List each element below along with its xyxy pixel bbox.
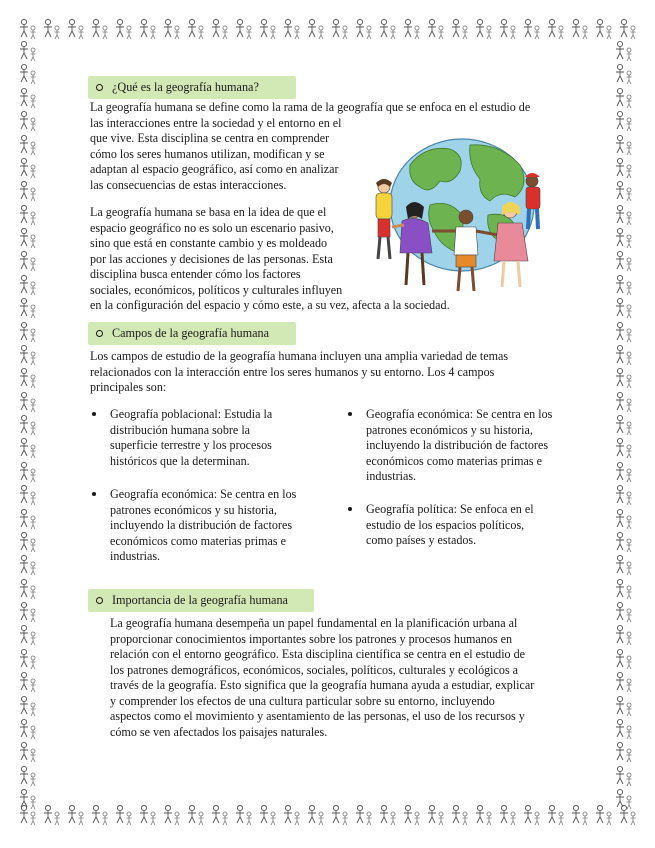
- text-line: sociales, económicos, políticos y culturales influyen: [90, 282, 343, 297]
- border-figure-icon: [614, 695, 634, 717]
- bullet-dot-icon: [348, 507, 352, 511]
- text-line: industrias.: [366, 469, 417, 483]
- text-line: cómo los seres humanos utilizan, modifican y se: [90, 146, 325, 161]
- text-line: través de la geografía. Esto significa que la geografía humana ayuda a estudiar, explicar: [110, 678, 535, 692]
- border-figure-icon: [498, 804, 518, 826]
- border-figure-icon: [18, 531, 38, 553]
- border-figure-icon: [210, 18, 230, 40]
- text-line: La geografía humana se basa en la idea de que el: [90, 205, 327, 219]
- bullet-dot-icon: [92, 492, 96, 496]
- text-line: patrones económicos y su historia,: [110, 502, 277, 517]
- paragraph-campos-intro: [90, 349, 508, 396]
- text-line: los patrones demográficos, económicos, sociales, políticos, culturales y ecológicos a: [110, 662, 519, 677]
- text-line: distribución humana sobre la: [110, 422, 251, 437]
- child-figure: [376, 179, 392, 259]
- border-figure-icon: [18, 695, 38, 717]
- text-line: históricos que la determinan.: [110, 453, 250, 468]
- border-figure-icon: [614, 765, 634, 787]
- border-figure-icon: [18, 437, 38, 459]
- border-figure-icon: [614, 391, 634, 413]
- border-figure-icon: [114, 804, 134, 826]
- border-figure-icon: [18, 18, 38, 40]
- text-line: económicos como materias primas e: [366, 453, 542, 468]
- border-figure-icon: [18, 367, 38, 389]
- border-figure-icon: [18, 250, 38, 272]
- border-bottom: [18, 804, 638, 830]
- border-figure-icon: [614, 110, 634, 132]
- border-figure-icon: [282, 18, 302, 40]
- border-figure-icon: [306, 18, 326, 40]
- border-figure-icon: [546, 804, 566, 826]
- border-figure-icon: [66, 804, 86, 826]
- border-figure-icon: [614, 180, 634, 202]
- border-figure-icon: [614, 508, 634, 530]
- border-figure-icon: [18, 414, 38, 436]
- border-figure-icon: [18, 321, 38, 343]
- border-figure-icon: [614, 624, 634, 646]
- border-figure-icon: [614, 274, 634, 296]
- text-line: económicos como materias primas e: [110, 533, 286, 548]
- border-figure-icon: [354, 804, 374, 826]
- border-figure-icon: [522, 18, 542, 40]
- border-figure-icon: [614, 204, 634, 226]
- text-line: adaptan al espacio geográfico, así como en analizar: [90, 162, 339, 176]
- border-figure-icon: [614, 250, 634, 272]
- border-figure-icon: [18, 601, 38, 623]
- border-figure-icon: [18, 344, 38, 366]
- border-figure-icon: [18, 788, 38, 810]
- border-figure-icon: [18, 110, 38, 132]
- border-figure-icon: [614, 297, 634, 319]
- border-figure-icon: [18, 63, 38, 85]
- border-figure-icon: [426, 18, 446, 40]
- border-figure-icon: [330, 804, 350, 826]
- border-figure-icon: [570, 804, 590, 826]
- border-figure-icon: [614, 321, 634, 343]
- text-line: las consecuencias de estas interacciones.: [90, 177, 287, 192]
- border-figure-icon: [186, 18, 206, 40]
- text-line: La geografía humana desempeña un papel fundamental en la planificación urbana al: [110, 616, 518, 630]
- text-line: en la configuración del espacio y cómo este, a su vez, afecta a la sociedad.: [90, 298, 450, 312]
- border-figure-icon: [210, 804, 230, 826]
- border-figure-icon: [42, 804, 62, 826]
- border-figure-icon: [18, 508, 38, 530]
- text-line: relacionados con la interacción entre los seres humanos y su entorno. Los 4 campos: [90, 364, 495, 379]
- border-figure-icon: [138, 18, 158, 40]
- text-line: cómo se ven afectados los paisajes naturales.: [110, 724, 328, 739]
- border-figure-icon: [18, 134, 38, 156]
- border-figure-icon: [18, 484, 38, 506]
- border-figure-icon: [546, 18, 566, 40]
- border-figure-icon: [18, 227, 38, 249]
- border-left: [18, 40, 40, 810]
- border-figure-icon: [378, 18, 398, 40]
- border-figure-icon: [614, 601, 634, 623]
- border-figure-icon: [614, 718, 634, 740]
- section-heading-importancia: [88, 589, 314, 612]
- border-figure-icon: [614, 227, 634, 249]
- text-line: Geografía política: Se enfoca en el: [366, 502, 534, 516]
- border-figure-icon: [614, 367, 634, 389]
- text-line: La geografía humana se define como la rama de la geografía que se enfoca en el estudio de: [90, 100, 531, 114]
- border-figure-icon: [234, 804, 254, 826]
- text-line: superficie terrestre y los procesos: [110, 438, 272, 452]
- border-figure-icon: [614, 40, 634, 62]
- border-figure-icon: [402, 804, 422, 826]
- border-figure-icon: [18, 40, 38, 62]
- border-figure-icon: [18, 671, 38, 693]
- heading-bullet-icon: [96, 84, 103, 91]
- border-figure-icon: [614, 554, 634, 576]
- heading-text: Importancia de la geografía humana: [112, 593, 288, 607]
- border-figure-icon: [18, 157, 38, 179]
- heading-text: Campos de la geografía humana: [112, 326, 270, 340]
- border-right: [614, 40, 636, 810]
- border-figure-icon: [614, 461, 634, 483]
- border-figure-icon: [614, 344, 634, 366]
- text-line: y comprender los efectos de una cultura particular sobre su entorno, incluyendo: [110, 693, 495, 708]
- border-figure-icon: [18, 765, 38, 787]
- border-figure-icon: [18, 391, 38, 413]
- border-figure-icon: [474, 18, 494, 40]
- text-line: principales son:: [90, 380, 167, 394]
- text-line: Geografía económica: Se centra en los: [110, 487, 297, 501]
- section-heading-campos: [88, 322, 296, 345]
- list-item-poblacional: [110, 407, 340, 469]
- border-figure-icon: [330, 18, 350, 40]
- list-item-economica: [110, 487, 350, 565]
- border-figure-icon: [570, 18, 590, 40]
- bullet-dot-icon: [92, 412, 96, 416]
- border-figure-icon: [594, 804, 614, 826]
- border-figure-icon: [90, 804, 110, 826]
- border-figure-icon: [18, 648, 38, 670]
- bullet-dot-icon: [348, 412, 352, 416]
- border-figure-icon: [618, 18, 638, 40]
- border-figure-icon: [614, 578, 634, 600]
- border-figure-icon: [614, 531, 634, 553]
- border-figure-icon: [614, 741, 634, 763]
- border-figure-icon: [474, 804, 494, 826]
- border-figure-icon: [258, 18, 278, 40]
- border-figure-icon: [614, 414, 634, 436]
- section-heading-que-es: [88, 76, 296, 99]
- text-line: espacio geográfico no es solo un escenario pasivo,: [90, 220, 334, 235]
- border-figure-icon: [18, 87, 38, 109]
- border-figure-icon: [282, 804, 302, 826]
- heading-bullet-icon: [96, 330, 103, 337]
- text-line: incluyendo la distribución de factores: [366, 438, 549, 452]
- list-item-economica-2: [366, 407, 606, 485]
- border-figure-icon: [522, 804, 542, 826]
- text-line: las interacciones entre la sociedad y el entorno en el: [90, 115, 342, 130]
- text-line: industrias.: [110, 549, 161, 563]
- text-line: incluyendo la distribución de factores: [110, 518, 293, 532]
- border-figure-icon: [66, 18, 86, 40]
- border-figure-icon: [186, 804, 206, 826]
- border-figure-icon: [614, 671, 634, 693]
- border-figure-icon: [426, 804, 446, 826]
- border-figure-icon: [614, 437, 634, 459]
- border-figure-icon: [354, 18, 374, 40]
- text-line: como países y estados.: [366, 533, 477, 547]
- text-line: Los campos de estudio de la geografía humana incluyen una amplia variedad de temas: [90, 349, 509, 363]
- text-line: disciplina busca entender cómo los factores: [90, 267, 301, 281]
- border-figure-icon: [450, 804, 470, 826]
- text-line: que vive. Esta disciplina se centra en comprender: [90, 131, 330, 145]
- border-figure-icon: [614, 648, 634, 670]
- list-item-politica: [366, 502, 596, 549]
- border-figure-icon: [234, 18, 254, 40]
- text-line: aspectos como el movimiento y asentamiento de las personas, el uso de los recursos y: [110, 709, 525, 723]
- globe-children-illustration: [370, 135, 548, 295]
- text-line: patrones económicos y su historia,: [366, 422, 533, 437]
- border-figure-icon: [162, 18, 182, 40]
- border-figure-icon: [18, 274, 38, 296]
- border-figure-icon: [614, 788, 634, 810]
- border-figure-icon: [18, 578, 38, 600]
- text-line: sino que está en constante cambio y es moldeado: [90, 236, 328, 250]
- border-figure-icon: [162, 804, 182, 826]
- border-figure-icon: [614, 87, 634, 109]
- border-figure-icon: [18, 180, 38, 202]
- border-figure-icon: [18, 297, 38, 319]
- border-figure-icon: [594, 18, 614, 40]
- heading-bullet-icon: [96, 597, 103, 604]
- border-figure-icon: [114, 18, 134, 40]
- border-figure-icon: [498, 18, 518, 40]
- text-line: proporcionar conocimientos importantes sobre los patrones y procesos humanos en: [110, 631, 513, 646]
- border-figure-icon: [614, 134, 634, 156]
- border-figure-icon: [42, 18, 62, 40]
- text-line: estudio de los espacios políticos,: [366, 517, 525, 532]
- text-line: Geografía poblacional: Estudia la: [110, 407, 273, 421]
- border-figure-icon: [402, 18, 422, 40]
- heading-text: ¿Qué es la geografía humana?: [112, 80, 259, 94]
- border-figure-icon: [18, 741, 38, 763]
- border-figure-icon: [18, 554, 38, 576]
- border-figure-icon: [258, 804, 278, 826]
- text-line: relación con el entorno geográfico. Esta disciplina científica se centra en el estudio de: [110, 647, 526, 661]
- border-figure-icon: [90, 18, 110, 40]
- border-figure-icon: [378, 804, 398, 826]
- border-figure-icon: [614, 484, 634, 506]
- border-figure-icon: [18, 461, 38, 483]
- border-figure-icon: [614, 63, 634, 85]
- border-figure-icon: [450, 18, 470, 40]
- border-figure-icon: [18, 624, 38, 646]
- border-figure-icon: [138, 804, 158, 826]
- paragraph-importancia: [110, 616, 534, 740]
- border-figure-icon: [614, 157, 634, 179]
- border-figure-icon: [306, 804, 326, 826]
- border-top: [18, 18, 638, 44]
- text-line: por las acciones y decisiones de las personas. Esta: [90, 251, 333, 266]
- border-figure-icon: [18, 204, 38, 226]
- text-line: Geografía económica: Se centra en los: [366, 407, 553, 421]
- border-figure-icon: [18, 718, 38, 740]
